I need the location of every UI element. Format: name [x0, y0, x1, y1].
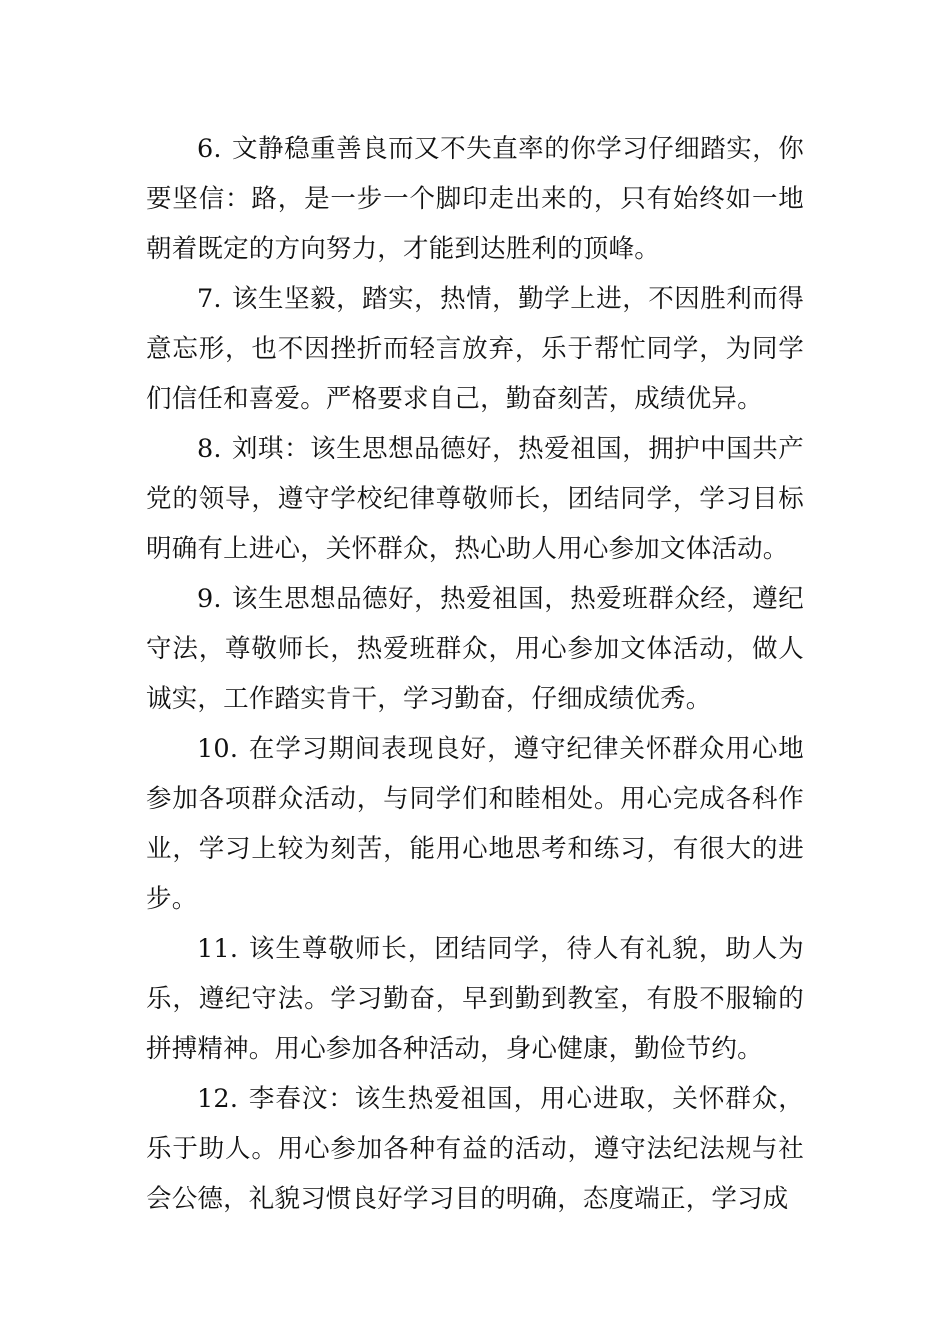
paragraph-8	[146, 424, 804, 574]
paragraph-text: 该生坚毅，踏实，热情，勤学上进，不因胜利而得意忘形，也不因挫折而轻言放弃，乐于帮忙同学，为同学们信任和喜爱。严格要求自己，勤奋刻苦，成绩优异。	[146, 284, 804, 414]
paragraph-text: 刘琪：该生思想品德好，热爱祖国，拥护中国共产党的领导，遵守学校纪律尊敬师长，团结同学，学习目标明确有上进心，关怀群众，热心助人用心参加文体活动。	[146, 434, 804, 564]
paragraph-text: 文静稳重善良而又不失直率的你学习仔细踏实，你要坚信：路，是一步一个脚印走出来的，只有始终如一地朝着既定的方向努力，才能到达胜利的顶峰。	[146, 134, 804, 264]
paragraph-number: 10.	[197, 734, 239, 764]
paragraph-10	[146, 724, 804, 924]
paragraph-number: 7.	[197, 284, 222, 314]
paragraph-number: 8.	[197, 434, 222, 464]
paragraph-number: 11.	[197, 934, 239, 964]
paragraph-text: 李春汶：该生热爱祖国，用心进取，关怀群众，乐于助人。用心参加各种有益的活动，遵守法纪法规与社会公德，礼貌习惯良好学习目的明确，态度端正，学习成	[146, 1084, 804, 1214]
paragraph-number: 9.	[197, 584, 222, 614]
document-body	[146, 124, 804, 1224]
paragraph-9	[146, 574, 804, 724]
paragraph-11	[146, 924, 804, 1074]
paragraph-text: 该生尊敬师长，团结同学，待人有礼貌，助人为乐，遵纪守法。学习勤奋，早到勤到教室，有股不服输的拼搏精神。用心参加各种活动，身心健康，勤俭节约。	[146, 934, 804, 1064]
paragraph-text: 在学习期间表现良好，遵守纪律关怀群众用心地参加各项群众活动，与同学们和睦相处。用心完成各科作业，学习上较为刻苦，能用心地思考和练习，有很大的进步。	[146, 734, 804, 914]
paragraph-6	[146, 124, 804, 274]
paragraph-12	[146, 1074, 804, 1224]
paragraph-number: 6.	[197, 134, 222, 164]
paragraph-text: 该生思想品德好，热爱祖国，热爱班群众经，遵纪守法，尊敬师长，热爱班群众，用心参加文体活动，做人诚实，工作踏实肯干，学习勤奋，仔细成绩优秀。	[146, 584, 804, 714]
paragraph-number: 12.	[197, 1084, 239, 1114]
paragraph-7	[146, 274, 804, 424]
